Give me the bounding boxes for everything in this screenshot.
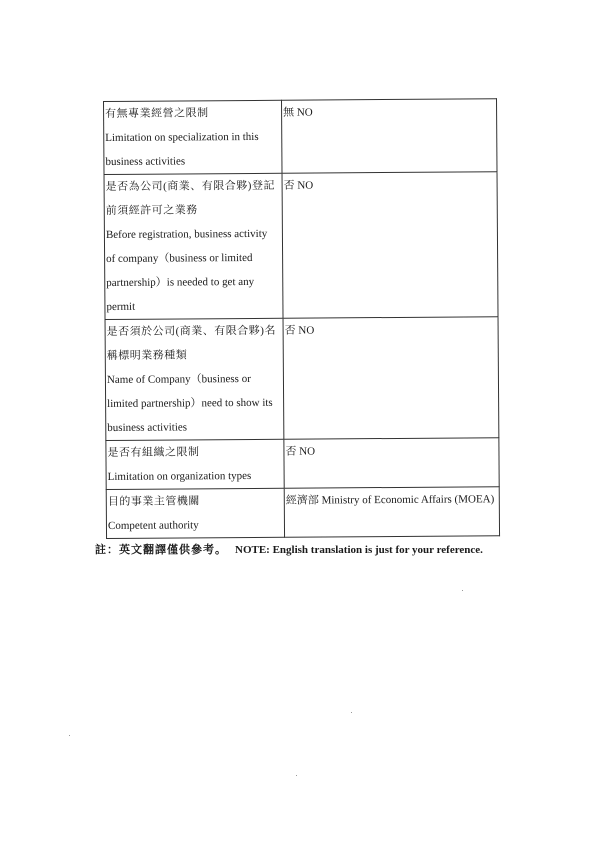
label-line: 是否須於公司(商業、有限合夥)名 xyxy=(106,324,276,338)
scan-speck xyxy=(296,775,297,776)
label-line: 前須經許可之業務 xyxy=(105,204,198,217)
row-label-permit xyxy=(104,173,283,319)
label-line: partnership）is needed to get any xyxy=(106,275,255,289)
scan-speck xyxy=(351,712,352,713)
row-label-organization-types xyxy=(106,439,284,489)
row-label-company-name xyxy=(105,318,284,440)
label-line: Limitation on organization types xyxy=(107,469,252,483)
label-line: Before registration, business activity xyxy=(105,227,268,241)
label-line: business activities xyxy=(105,155,186,168)
row-label-specialization xyxy=(104,100,283,174)
note-chinese: 註：英文翻譯僅供參考。 xyxy=(95,544,227,556)
scan-speck xyxy=(69,735,70,736)
table-row xyxy=(104,99,498,175)
label-line: limited partnership）need to show its xyxy=(107,396,273,410)
label-line: business activities xyxy=(107,421,188,434)
label-line: permit xyxy=(106,300,136,313)
row-value-specialization: 無 NO xyxy=(281,99,497,173)
business-info-table xyxy=(103,98,500,539)
row-value-organization-types: 否 NO xyxy=(284,438,499,488)
row-value-permit: 否 NO xyxy=(282,172,498,318)
label-line: 有無專業經營之限制 xyxy=(105,107,209,120)
table-row xyxy=(105,317,499,441)
label-line: 目的事業主管機關 xyxy=(107,495,200,508)
table-row xyxy=(106,438,499,490)
label-line: 稱標明業務種類 xyxy=(106,349,188,362)
note-english: NOTE: English translation is just for your reference. xyxy=(235,544,483,556)
label-line: Limitation on specialization in this xyxy=(105,130,259,144)
label-line: Competent authority xyxy=(107,519,199,532)
scan-speck xyxy=(462,590,463,591)
row-label-competent-authority xyxy=(106,488,284,538)
label-line: 是否有組織之限制 xyxy=(107,446,200,459)
row-value-company-name: 否 NO xyxy=(283,317,499,439)
table-row xyxy=(104,172,498,320)
translation-note xyxy=(95,541,483,557)
table-row xyxy=(106,487,499,539)
label-line: Name of Company（business or xyxy=(106,372,251,386)
label-line: 是否為公司(商業、有限合夥)登記 xyxy=(105,179,275,193)
row-value-competent-authority: 經濟部 Ministry of Economic Affairs (MOEA) xyxy=(284,487,499,537)
label-line: of company（business or limited xyxy=(106,251,253,265)
